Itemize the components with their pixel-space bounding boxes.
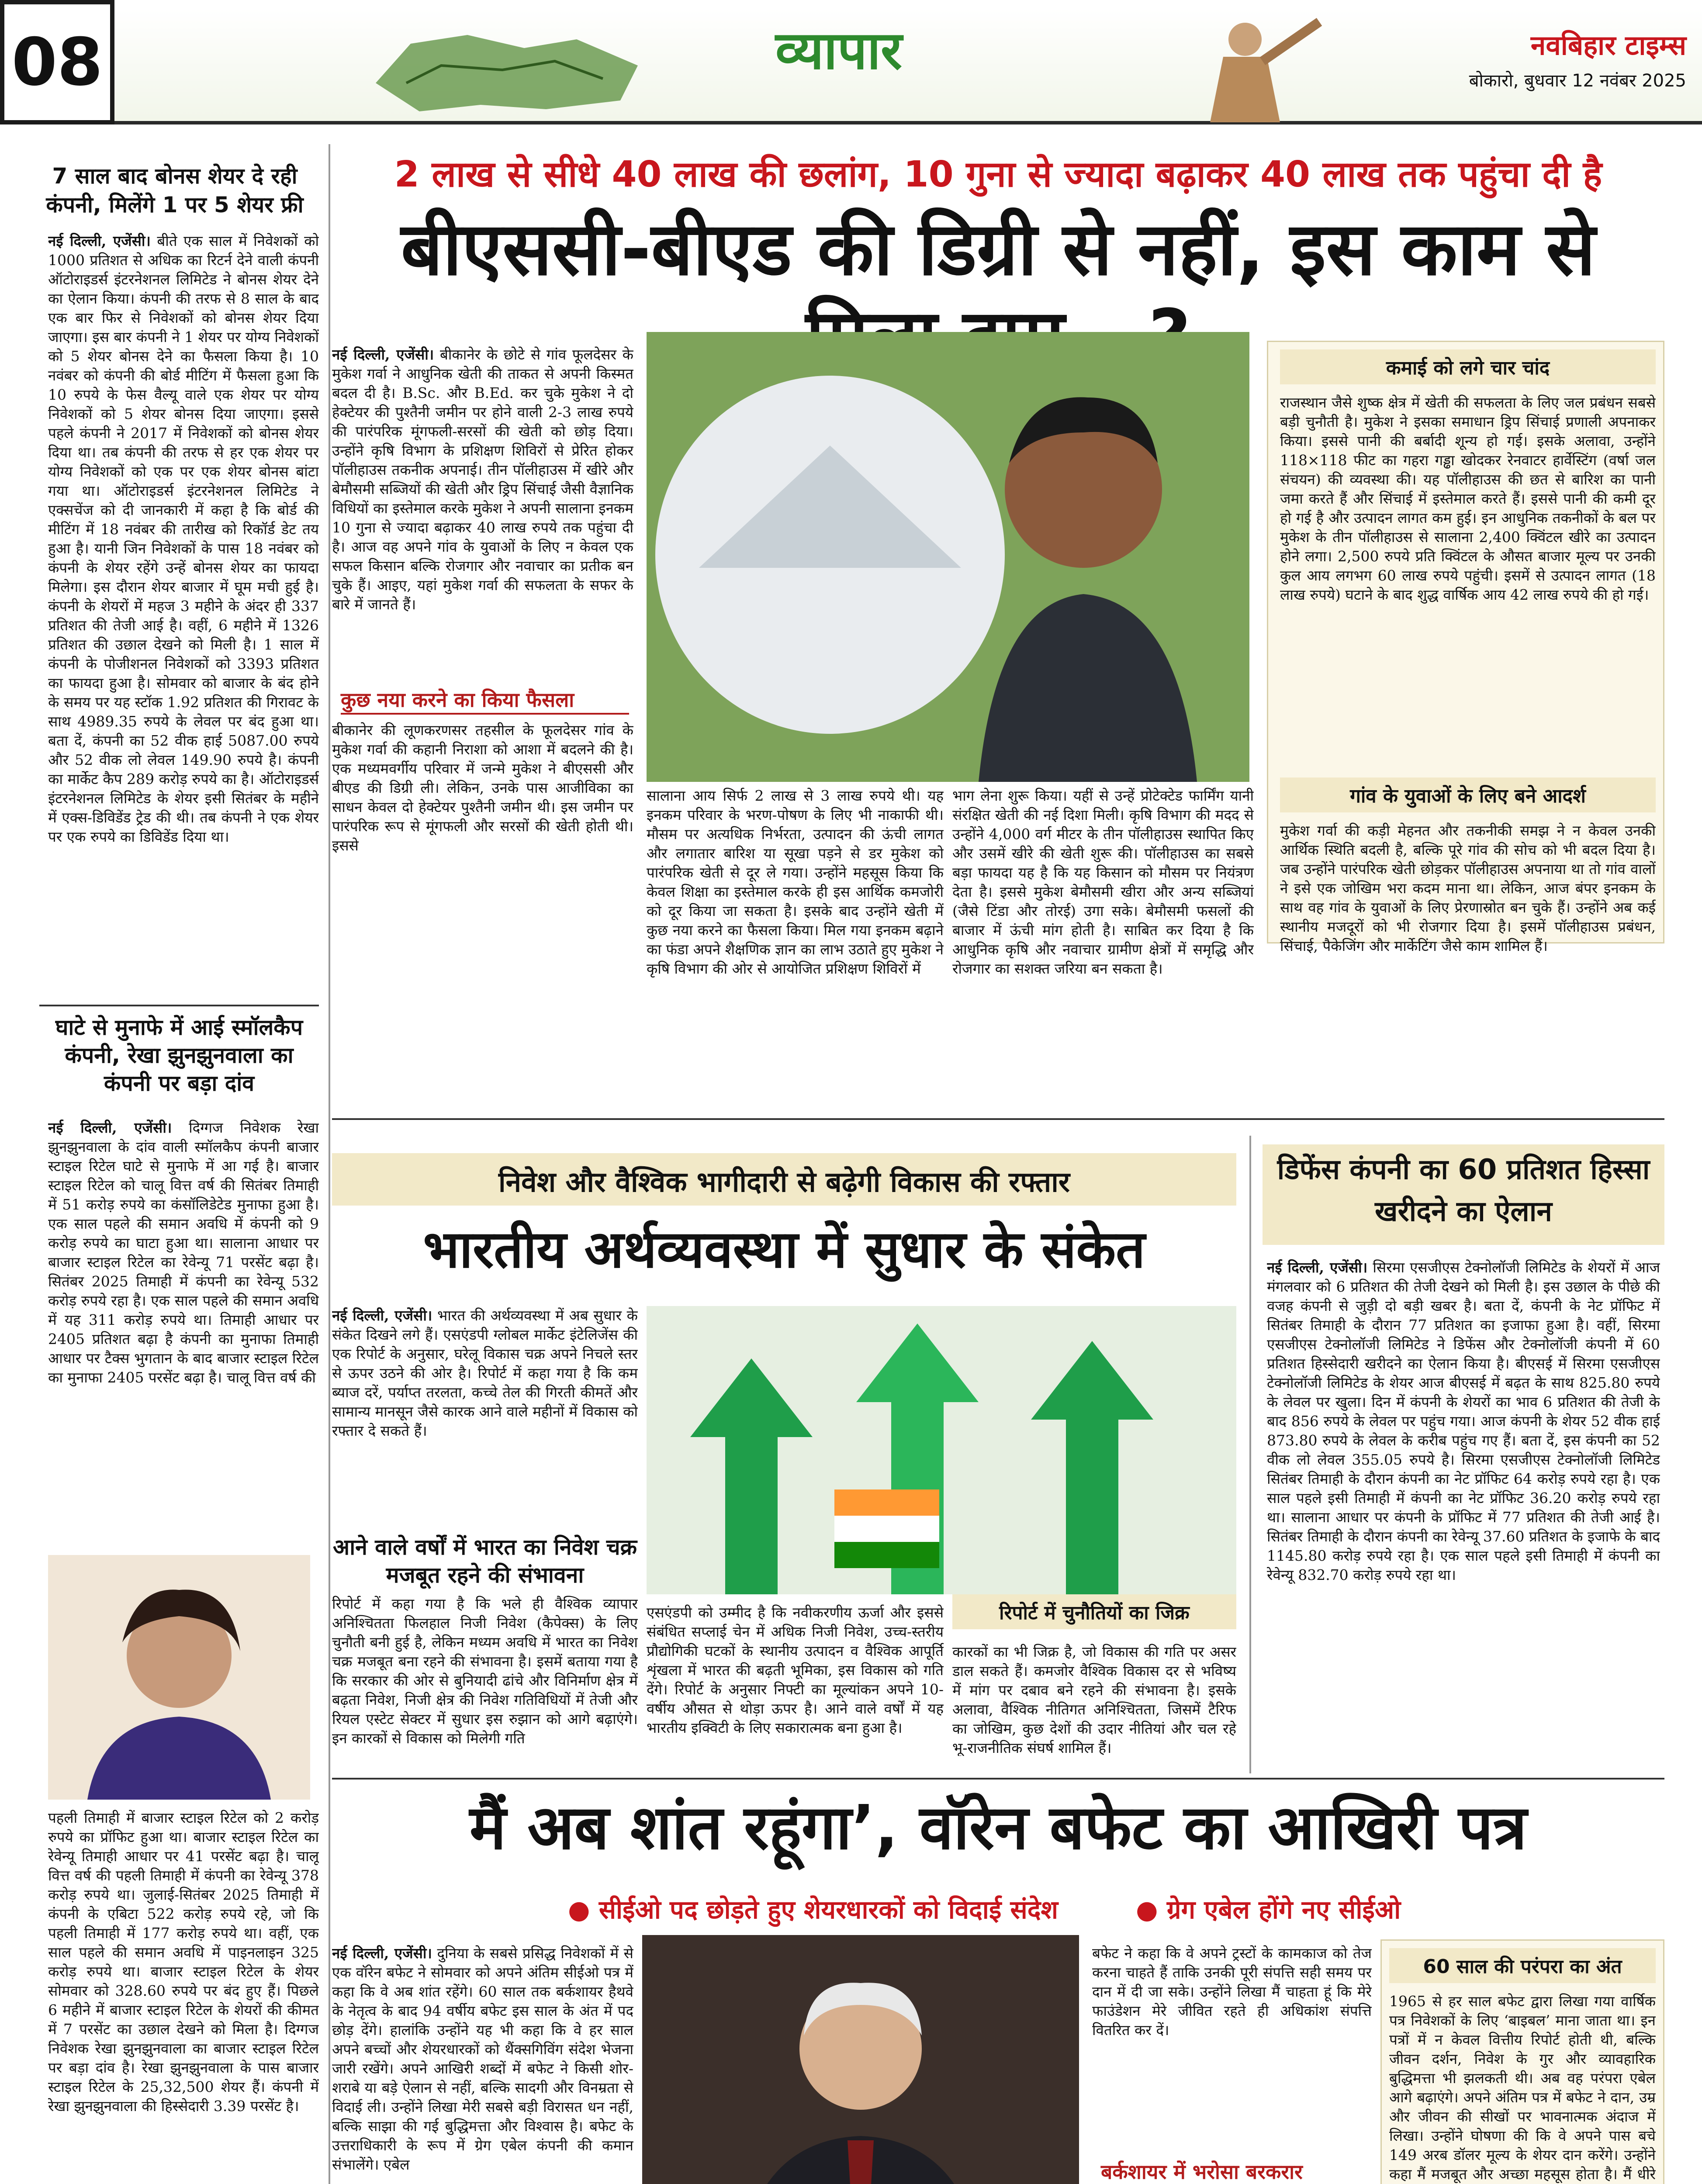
- economy-col3: एसएंडपी को उम्मीद है कि नवीकरणीय ऊर्जा और इससे संबंधित सप्लाई चेन में अधिक निजी निवेश, उच्च-स्तरीय प्रौद्योगिकी घटकों के स्थानीय उत्पादन व वैश्विक आपूर्ति शृंखला में भारत की बढ़ती भूमिका, इस विकास को गति देंगे। रिपोर्ट के अनुसार निफ्टी का मूल्यांकन अपने 10-वर्षीय औसत से थोड़ा ऊपर है। आने वाले वर्षों में यह भारतीय इक्विटी के लिए सकारात्मक बना हुआ है।: [647, 1604, 944, 1736]
- divider: [332, 1778, 1664, 1780]
- lead-kicker: 2 लाख से सीधे 40 लाख की छलांग, 10 गुना से ज्यादा बढ़ाकर 40 लाख तक पहुंचा दी है: [394, 154, 1602, 195]
- section-title: व्यापार: [775, 21, 903, 81]
- divider: [39, 1005, 319, 1006]
- buffett-bullet-1-text: सीईओ पद छोड़ते हुए शेयरधारकों को विदाई संदेश: [598, 1895, 1058, 1925]
- lead-col2: सालाना आय सिर्फ 2 लाख से 3 लाख रुपये थी। यह इनकम परिवार के भरण-पोषण के लिए भी नाकाफी थी। मौसम पर अत्यधिक निर्भरता, उत्पादन की ऊंची लागत और लगातार बारिश या सूखा पड़ने से डर मुकेश को पारंपरिक खेती से दूर ले गया। उन्होंने महसूस किया कि केवल शिक्षा का इस्तेमाल करके ही इस आर्थिक कमजोरी को दूर किया जा सकता है। इसके बाद उन्होंने खेती में कुछ नया करने का फैसला किया। मिल गया इनकम बढ़ाने का फंडा अपने शैक्षणिक ज्ञान का लाभ उठाते हुए मुकेश ने कृषि विभाग की ओर से आयोजित प्रशिक्षण शिविरों में: [647, 787, 944, 977]
- lead-col1b: बीकानेर की लूणकरणसर तहसील के फूलदेसर गांव के मुकेश गर्वा की कहानी निराशा को आशा में बदलने की है। एक मध्यमवर्गीय परिवार में जन्मे मुकेश ने बीएससी और बीएड की डिग्री ली। लेकिन, उनके पास आजीविका का साधन केवल दो हेक्टेयर पुश्तैनी जमीन थी। इस जमीन पर पारंपरिक रूप से मूंगफली और सरसों की खेती होती थी। इससे: [332, 722, 633, 854]
- economy-col4: कारकों का भी जिक्र है, जो विकास की गति पर असर डाल सकते हैं। कमजोर वैश्विक विकास दर से भविष्य में मांग पर दबाव बने रहने की संभावना है। इसके अलावा, वैश्विक नीतिगत अनिश्चितता, जिसमें टैरिफ का जोखिम, कुछ देशों की उदार नीतियां और चल रहे भू-राजनीतिक संघर्ष शामिल हैं।: [952, 1643, 1236, 1756]
- buffett-headline: मैं अब शांत रहूंगा’, वॉरेन बफेट का आखिरी पत्र: [469, 1792, 1527, 1863]
- economy-subhead-1: आने वाले वर्षों में भारत का निवेश चक्र मजबूत रहने की संभावना: [333, 1534, 637, 1588]
- rekha-jhunjhunwala-photo: [48, 1555, 310, 1800]
- defence-headline: डिफेंस कंपनी का 60 प्रतिशत हिस्सा खरीदने का ऐलान: [1277, 1154, 1650, 1228]
- divider: [332, 1118, 1664, 1120]
- column-rule: [329, 144, 330, 2184]
- buffett-col1: [332, 1944, 633, 2184]
- economy-kicker: निवेश और वैश्विक भागीदारी से बढ़ेगी विकास की रफ्तार: [498, 1166, 1070, 1199]
- lead-col1-text: बीकानेर के छोटे से गांव फूलदेसर के मुकेश गर्वा ने आधुनिक खेती की ताकत से अपनी किस्मत बदल दी है। B.Sc. और B.Ed. कर चुके मुकेश ने दो हेक्टेयर की पुश्तैनी जमीन पर होने वाली 2-3 लाख रुपये की पारंपरिक मूंगफली-सरसों की खेती को छोड़ दिया। उन्होंने कृषि विभाग के प्रशिक्षण शिविरों से प्रेरित होकर पॉलीहाउस तकनीक अपनाई। तीन पॉलीहाउस में खीरे और बेमौसमी सब्जियों की खेती और ड्रिप सिंचाई जैसी वैज्ञानिक विधियों का इस्तेमाल करके मुकेश ने अपनी सालाना इनकम 10 गुना से ज्यादा बढ़ाकर 40 लाख रुपये तक पहुंचा दी है। आज वह अपने गांव के युवाओं के लिए न केवल एक सफल किसान बल्कि रोजगार और नवाचार का प्रतीक बन चुके हैं। आइए, यहां मुकेश गर्वा की सफलता के सफर के बारे में जानते हैं।: [332, 346, 633, 613]
- smallcap-body-bottom: पहली तिमाही में बाजार स्टाइल रिटेल को 2 करोड़ रुपये का प्रॉफिट हुआ था। बाजार स्टाइल रिटेल का रेवेन्यू तिमाही आधार पर 41 परसेंट बढ़ा है। चालू वित्त वर्ष की पहली तिमाही में कंपनी का रेवेन्यू 378 करोड़ रुपये था। जुलाई-सितंबर 2025 तिमाही में कंपनी के एबिटा 522 करोड़ रुपये रहे, जो कि पहली तिमाही में 177 करोड़ रुपये था। वहीं, एक साल पहले की समान अवधि में पाइनलाइन 325 करोड़ रुपये था। बाजार स्टाइल रिटेल के शेयर सोमवार को 328.60 रुपये पर बंद हुए हैं। पिछले 6 महीने में बाजार स्टाइल रिटेल के शेयरों की कीमत में 7 परसेंट का उछाल देखने को मिला है। दिग्गज निवेशक रेखा झुनझुनवाला का बाजार स्टाइल रिटेल पर बड़ा दांव है। रेखा झुनझुनवाला के पास बाजार स्टाइल रिटेल के 25,32,500 शेयर हैं। कंपनी में रेखा झुनझुनवाला की हिस्सेदारी 3.39 परसेंट है।: [48, 1809, 319, 2115]
- buffett-subhead-2: बर्कशायर में भरोसा बरकरार: [1101, 2158, 1372, 2184]
- lead-dateline: नई दिल्ली, एजेंसी।: [332, 346, 434, 363]
- bullet-icon: ●: [1136, 1895, 1167, 1925]
- economy-col2: रिपोर्ट में कहा गया है कि भले ही वैश्विक व्यापार अनिश्चितता फिलहाल निजी निवेश (कैपेक्स) के लिए चुनौती बनी हुई है, लेकिन मध्यम अवधि में भारत का निवेश चक्र मजबूत बना रहने की संभावना है। इसमें बताया गया है कि सरकार की ओर से बुनियादी ढांचे और विनिर्माण क्षेत्र में बढ़ता निवेश, निजी क्षेत्र की निवेश गतिविधियों में तेजी और रियल एस्टेट सेक्टर में सुधार इस रुझान को आगे बढ़ाएंगे। इन कारकों से विकास को मिलेगी गति: [332, 1595, 638, 1747]
- economy-arrows-photo: [647, 1306, 1236, 1594]
- farmer-polyhouse-photo: [647, 332, 1249, 782]
- lead-subhead-1: कुछ नया करने का किया फैसला: [341, 686, 629, 715]
- economy-col1-text: भारत की अर्थव्यवस्था में अब सुधार के संकेत दिखने लगे हैं। एसएंडपी ग्लोबल मार्केट इंटेलिजेंस की एक रिपोर्ट के अनुसार, घरेलू विकास चक्र अपने निचले स्तर से ऊपर उठने की ओर है। रिपोर्ट में कहा गया है कि कम ब्याज दरें, पर्याप्त तरलता, कच्चे तेल की गिरती कीमतें और सामान्य मानसून जैसे कारक आने वाले महीनों में विकास को रफ्तार दे सकते हैं।: [332, 1307, 638, 1439]
- buffett-dateline: नई दिल्ली, एजेंसी।: [332, 1945, 432, 1962]
- lead-col1: [332, 345, 633, 686]
- economy-headline: भारतीय अर्थव्यवस्था में सुधार के संकेत: [423, 1219, 1145, 1279]
- economy-col1: [332, 1306, 638, 1533]
- smallcap-text-top: दिग्गज निवेशक रेखा झुनझुनवाला के दांव वाली स्मॉलकैप कंपनी बाजार स्टाइल रिटेल घाटे से मुनाफे में आ गई है। बाजार स्टाइल रिटेल को चालू वित्त वर्ष की सितंबर तिमाही में 51 करोड़ रुपये का कंसॉलिडेटेड मुनाफा हुआ है। एक साल पहले की समान अवधि में कंपनी को 9 करोड़ रुपये का घाटा हुआ था। सालाना आधार पर बाजार स्टाइल रिटेल का रेवेन्यू 71 परसेंट बढ़ा है। सितंबर 2025 तिमाही में कंपनी का रेवेन्यू 532 करोड़ रुपये रहा है। एक साल पहले की समान अवधि में यह 311 करोड़ रुपये था। तिमाही आधार पर 2405 प्रतिशत बढ़ा है कंपनी का मुनाफा तिमाही आधार पर टैक्स भुगतान के बाद बाजार स्टाइल रिटेल का मुनाफा 2405 परसेंट बढ़ा है। चालू वित्त वर्ष की: [48, 1119, 319, 1386]
- buffett-bullet-1: [568, 1891, 1136, 1926]
- buffett-bullet-2: [1136, 1891, 1529, 1926]
- bonus-dateline: नई दिल्ली, एजेंसी।: [48, 232, 151, 249]
- masthead: नवबिहार टाइम्स: [1530, 29, 1686, 61]
- bullet-icon: ●: [568, 1895, 599, 1925]
- defence-body: [1267, 1258, 1660, 1765]
- smallcap-headline: घाटे से मुनाफे में आई स्मॉलकैप कंपनी, रेखा झुनझुनवाला का कंपनी पर बड़ा दांव: [55, 1015, 303, 1096]
- economy-dateline: नई दिल्ली, एजेंसी।: [332, 1307, 432, 1324]
- lead-box2: मुकेश गर्वा की कड़ी मेहनत और तकनीकी समझ ने न केवल उनकी आर्थिक स्थिति बदली है, बल्कि पूरे गांव की सोच को भी बदल दिया है। जब उन्होंने पारंपरिक खेती छोड़कर पॉलीहाउस अपनाया था तो गांव वालों ने इसे एक जोखिम भरा कदम माना था। लेकिन, आज बंपर इनकम के साथ वह गांव के युवाओं के लिए प्रेरणास्रोत बन चुके हैं। उन्होंने अब कई स्थानीय मजदूरों को भी रोजगार दिया है। इसमें पॉलीहाउस प्रबंधन, सिंचाई, पैकेजिंग और मार्केटिंग जैसे काम शामिल हैं।: [1280, 822, 1656, 954]
- buffett-box-title: 60 साल की परंपरा का अंत: [1389, 1948, 1656, 1983]
- bihar-map-icon: [358, 17, 664, 122]
- lead-box1: राजस्थान जैसे शुष्क क्षेत्र में खेती की सफलता के लिए जल प्रबंधन सबसे बड़ी चुनौती है। मुकेश ने इसका समाधान ड्रिप सिंचाई प्रणाली अपनाकर किया। इससे पानी की बर्बादी शून्य हो गई। इसके अलावा, उन्होंने 118×118 फीट का गहरा गड्ढा खोदकर रेनवाटर हार्वेस्टिंग (वर्षा जल संचयन) की व्यवस्था की। यह पॉलीहाउस की छत से बारिश का पानी जमा करते हैं और सिंचाई में इस्तेमाल करते हैं। इससे पानी की कमी दूर हो गई है और उत्पादन लागत कम हुई। इन आधुनिक तकनीकों के बल पर मुकेश के तीन पॉलीहाउस से सालाना 2,400 क्विंटल खीरे का उत्पादन होने लगा। 2,500 रुपये प्रति क्विंटल के औसत बाजार मूल्य पर उनकी कुल आय लगभग 60 लाख रुपये पहुंची। इसमें से उत्पादन लागत (18 लाख रुपये) घटाने के बाद शुद्ध वार्षिक आय 42 लाख रुपये की हो गई।: [1280, 394, 1656, 603]
- defence-text: सिरमा एसजीएस टेक्नोलॉजी लिमिटेड के शेयरों में आज मंगलवार को 6 प्रतिशत की तेजी देखने को मिली है। इस उछाल के पीछे की वजह कंपनी से जुड़ी दो बड़ी खबर है। बता दें, कंपनी के नेट प्रॉफिट में सितंबर तिमाही के दौरान 77 प्रतिशत का इजाफा हुआ है। वहीं, सिरमा एसजीएस टेक्नोलॉजी लिमिटेड ने डिफेंस और टेक्नोलॉजी कंपनी में 60 प्रतिशत हिस्सेदारी खरीदने का ऐलान किया है। बीएसई में सिरमा एसजीएस टेक्नोलॉजी लिमिटेड के शेयर आज बीएसई में बढ़त के साथ 825.80 रुपये के लेवल पर खुला। दिन में कंपनी के शेयरों का भाव 6 प्रतिशत की तेजी के बाद 856 रुपये के लेवल पर पहुंच गया। आज कंपनी के शेयर 52 वीक हाई 873.80 रुपये के लेवल के करीब पहुंच गए हैं। बता दें, इस कंपनी का 52 वीक लो लेवल 355.05 रुपये है। सिरमा एसजीएस टेक्नोलॉजी लिमिटेड सितंबर तिमाही के दौरान कंपनी का नेट प्रॉफिट 64 करोड़ रुपये रहा है। एक साल पहले इसी तिमाही में कंपनी का नेट प्रॉफिट 36.20 करोड़ रुपये रहा था। सालाना आधार पर कंपनी के प्रॉफिट में 77 प्रतिशत की तेजी आई है। सितंबर तिमाही के दौरान कंपनी का रेवेन्यू 37.60 प्रतिशत के इजाफे के बाद 1145.80 करोड़ रुपये रहा है। एक साल पहले इसी तिमाही में कंपनी का रेवेन्यू 832.70 करोड़ रुपये रहा था।: [1267, 1259, 1660, 1583]
- lead-box2-title: गांव के युवाओं के लिए बने आदर्श: [1280, 778, 1656, 812]
- defence-dateline: नई दिल्ली, एजेंसी।: [1267, 1259, 1368, 1276]
- economy-subhead-2: रिपोर्ट में चुनौतियों का जिक्र: [952, 1594, 1236, 1629]
- bonus-headline: 7 साल बाद बोनस शेयर दे रही कंपनी, मिलेंगे 1 पर 5 शेयर फ्री: [46, 163, 304, 218]
- lead-headline: बीएससी-बीएड की डिग्री से नहीं, इस काम से: [401, 206, 1596, 292]
- buffett-box: 1965 से हर साल बफेट द्वारा लिखा गया वार्षिक पत्र निवेशकों के लिए ‘बाइबल’ माना जाता था। इन पत्रों में न केवल वित्तीय रिपोर्ट होती थी, बल्कि जीवन दर्शन, निवेश के गुर और व्यावहारिक बुद्धिमत्ता भी झलकती थी। अब वह परंपरा एबेल आगे बढ़ाएंगे। अपने अंतिम पत्र में बफेट ने दान, उम्र और जीवन की सीखों पर भावनात्मक अंदाज में लिखा। उन्होंने घोषणा की कि वे अपने पास बचे 149 अरब डॉलर मूल्य के शेयर दान करेंगे। उन्होंने कहा मैं मजबूत और अच्छा महसूस होता है। मैं धीरे: [1389, 1993, 1656, 2183]
- bonus-body: [48, 232, 319, 1000]
- issue-dateline: बोकारो, बुधवार 12 नवंबर 2025: [1469, 71, 1686, 91]
- smallcap-body-top: [48, 1118, 319, 1546]
- warren-buffett-photo: [642, 1935, 1079, 2184]
- statue-icon: [1136, 13, 1354, 122]
- buffett-bullet-2-text: ग्रेग एबेल होंगे नए सीईओ: [1166, 1895, 1401, 1925]
- buffett-col1-text: दुनिया के सबसे प्रसिद्ध निवेशकों में से एक वॉरेन बफेट ने सोमवार को अपने अंतिम सीईओ पत्र में कहा कि वे अब शांत रहेंगे। 60 साल तक बर्कशायर हैथवे के नेतृत्व के बाद 94 वर्षीय बफेट इस साल के अंत में पद छोड़ देंगे। हालांकि उन्होंने यह भी कहा कि वे हर साल अपने बच्चों और शेयरधारकों को थैंक्सगिविंग संदेश भेजना जारी रखेंगे। अपने आखिरी शब्दों में बफेट ने किसी शोर-शराबे या बड़े ऐलान से नहीं, बल्कि सादगी और विनम्रता से विदाई ली। उन्होंने लिखा मेरी सबसे बड़ी विरासत धन नहीं, बल्कि साझा की गई बुद्धिमत्ता और विश्वास है। बफेट के उत्तराधिकारी के रूप में ग्रेग एबेल कंपनी की कमान संभालेंगे। एबेल: [332, 1945, 633, 2173]
- smallcap-dateline: नई दिल्ली, एजेंसी।: [48, 1119, 172, 1136]
- bonus-text: बीते एक साल में निवेशकों को 1000 प्रतिशत से अधिक का रिटर्न देने वाली कंपनी ऑटोराइडर्स इंटरनेशनल लिमिटेड ने बोनस शेयर देने का ऐलान किया। कंपनी की तरफ से 8 साल के बाद एक बार फिर से निवेशकों को बोनस शेयर दिया जाएगा। इस बार कंपनी ने 1 शेयर पर योग्य निवेशकों को 5 शेयर बोनस देने का फैसला किया है। 10 नवंबर को कंपनी की बोर्ड मीटिंग में फैसला हुआ कि 10 रुपये के फेस वैल्यू वाले एक शेयर पर योग्य निवेशकों को 5 शेयर बोनस दिया जाएगा। इससे पहले कंपनी ने 2017 में निवेशकों को बोनस शेयर दिया था। तब कंपनी की तरफ से हर एक शेयर पर योग्य निवेशकों को एक पर एक शेयर बोनस बांटा गया था। ऑटोराइडर्स इंटरनेशनल लिमिटेड ने एक्सचेंज को दी जानकारी में कहा है कि बोर्ड की मीटिंग में 18 नवंबर की तारीख को रिकॉर्ड डेट तय हुआ है। यानी जिन निवेशकों के पास 18 नवंबर को कंपनी के शेयर रहेंगे उन्हें बोनस शेयर का फायदा मिलेगा। इस दौरान शेयर बाजार में घूम मची हुई है। कंपनी के शेयरों में महज 3 महीने के अंदर ही 337 प्रतिशत की तेजी आई है। वहीं, 6 महीने में 1326 प्रतिशत की उछाल देखने को मिली है। 1 साल में कंपनी के पोजीशनल निवेशकों को 3393 प्रतिशत का फायदा हुआ है। सोमवार को बाजार के बंद होने के समय पर यह स्टॉक 1.92 प्रतिशत की गिरावट के साथ 4989.35 रुपये के लेवल पर बंद हुआ था। बता दें, कंपनी का 52 वीक हाई 5087.00 रुपये और 52 वीक लो लेवल 149.90 रुपये है। कंपनी का मार्केट कैप 289 करोड़ रुपये का है। ऑटोराइडर्स इंटरनेशनल लिमिटेड के शेयर इसी सितंबर के महीने में एक्स-डिविडेंड ट्रेड की थी। तब कंपनी ने एक शेयर पर एक रुपये का डिविडेंड दिया था।: [48, 232, 319, 845]
- column-rule: [1249, 1136, 1251, 1773]
- page-number: 08: [0, 0, 114, 124]
- buffett-col4: बफेट ने कहा कि वे अपने ट्रस्टों के कामकाज को तेज करना चाहते हैं ताकि उनकी पूरी संपत्ति सही समय पर दान में दी जा सके। उन्होंने लिखा मैं चाहता हूं कि मेरे फाउंडेशन मेरे जीवित रहते ही अधिकांश संपत्ति वितरित कर दें।: [1092, 1945, 1372, 2039]
- lead-box1-title: कमाई को लगे चार चांद: [1280, 349, 1656, 384]
- lead-col3: भाग लेना शुरू किया। यहीं से उन्हें प्रोटेक्टेड फार्मिंग यानी संरक्षित खेती की नई दिशा मिली। कृषि विभाग की मदद से उन्होंने 4,000 वर्ग मीटर के तीन पॉलीहाउस स्थापित किए और उसमें खीरे की खेती शुरू की। पॉलीहाउस का सबसे बड़ा फायदा यह है कि यह किसान को मौसम पर नियंत्रण देता है। इससे मुकेश बेमौसमी खीरा और अन्य सब्जियां (जैसे टिंडा और तोरई) उगा सके। बेमौसमी फसलों की बाजार में ऊंची मांग होती है। साबित कर दिया है कि आधुनिक कृषि और नवाचार ग्रामीण क्षेत्रों में समृद्धि और रोजगार का सशक्त जरिया बन सकता है।: [952, 787, 1254, 977]
